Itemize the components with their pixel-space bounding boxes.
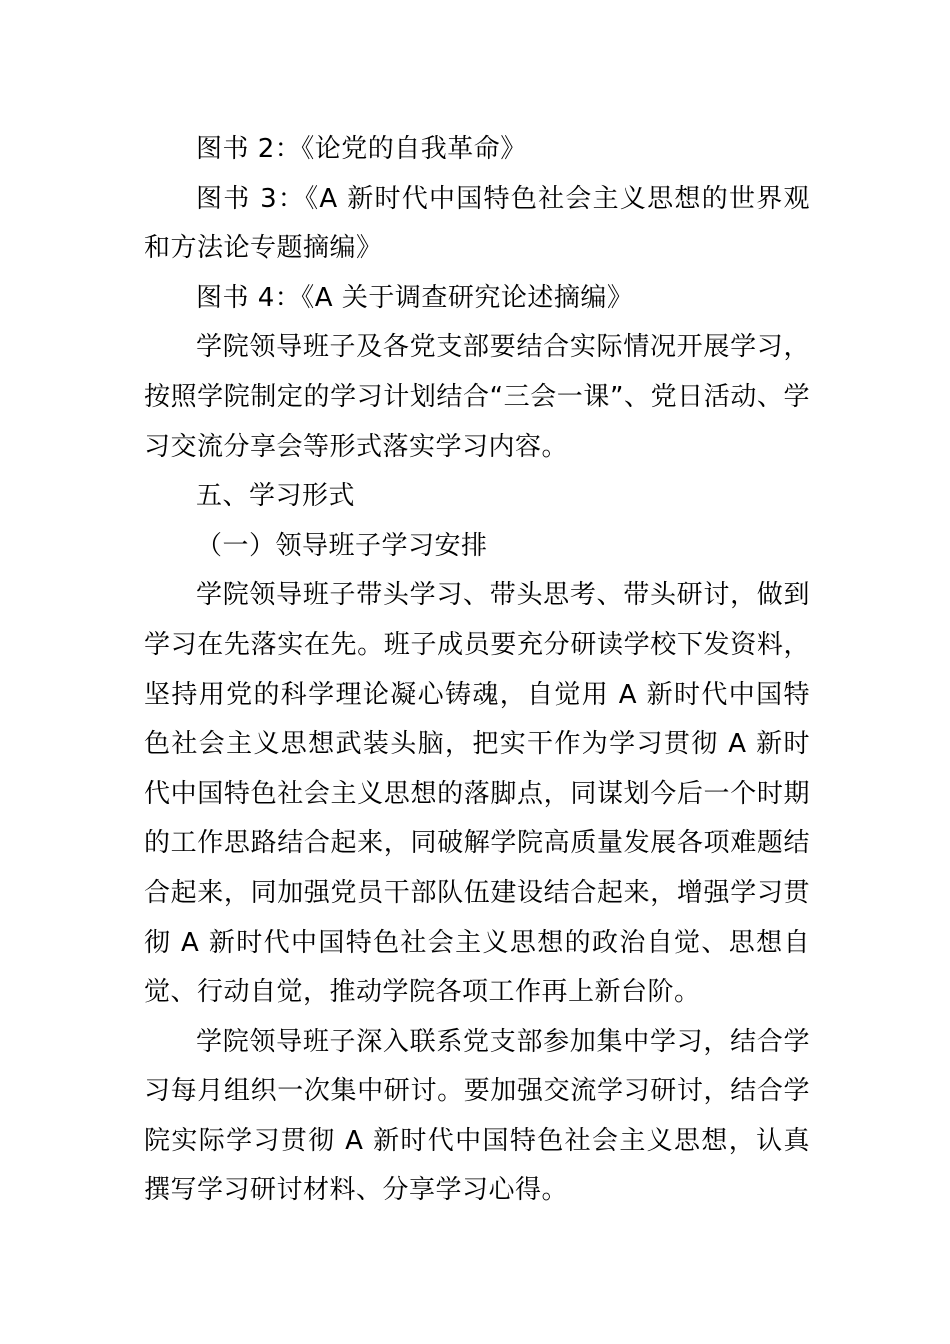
study-paragraph: 学院领导班子及各党支部要结合实际情况开展学习，按照学院制定的学习计划结合“三会一课”、党日活动、学习交流分享会等形式落实学习内容。	[144, 332, 810, 462]
subsection-heading: （一）领导班子学习安排	[196, 530, 488, 561]
book-item-3: 图书 3：《A 新时代中国特色社会主义思想的世界观和方法论专题摘编》	[144, 183, 810, 264]
leadership-paragraph: 学院领导班子带头学习、带头思考、带头研讨，做到学习在先落实在先。班子成员要充分研读学校下发资料，坚持用党的科学理论凝心铸魂，自觉用 A 新时代中国特色社会主义思想武装头脑，把实干作为学习贯彻 A 新时代中国特色社会主义思想的落脚点，同谋划今后一个时期的工作思路结合起来，同破解学院高质量发展各项难题结合起来，同加强党员干部队伍建设结合起来，增强学习贯彻 A 新时代中国特色社会主义思想的政治自觉、思想自觉、行动自觉，推动学院各项工作再上新台阶。	[144, 580, 810, 1008]
book-item-2: 图书 2：《论党的自我革命》	[196, 134, 527, 164]
section-heading: 五、学习形式	[196, 481, 356, 512]
book-item-4: 图书 4：《A 关于调查研究论述摘编》	[196, 282, 634, 313]
document-body	[144, 125, 810, 1216]
seminar-paragraph: 学院领导班子深入联系党支部参加集中学习，结合学习每月组织一次集中研讨。要加强交流学习研讨，结合学院实际学习贯彻 A 新时代中国特色社会主义思想，认真撰写学习研讨材料、分享学习心得。	[144, 1026, 810, 1206]
